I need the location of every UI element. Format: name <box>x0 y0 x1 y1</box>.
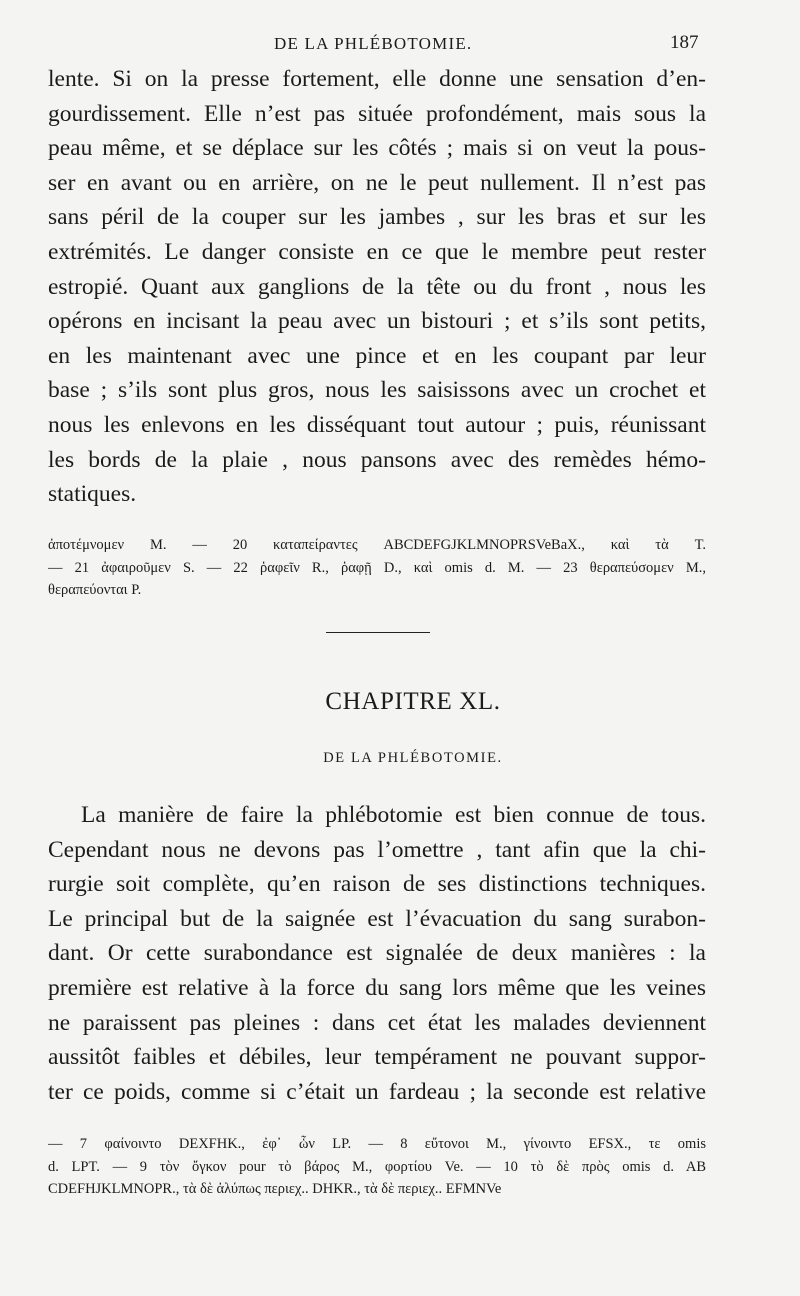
text-line: ne paraissent pas pleines : dans cet état les malades deviennent <box>48 1009 706 1036</box>
chapter-paragraph <box>48 798 706 1109</box>
text-line: sans péril de la couper sur les jambes , sur les bras et sur les <box>48 204 706 231</box>
running-head-title: DE LA PHLÉBOTOMIE. <box>274 34 473 53</box>
text-line: les bords de la plaie , nous pansons avec des remèdes hémo- <box>48 446 706 473</box>
footnote-line: — 7 φαίνοιντο DEXFHK., ἐφ᾽ ὧν LP. — 8 εὔτονοι M., γίνοιντο EFSX., τε omis <box>48 1136 706 1152</box>
text-line: Cependant nous ne devons pas l’omettre , tant afin que la chi- <box>48 836 706 863</box>
text-line: base ; s’ils sont plus gros, nous les saisissons avec un crochet et <box>48 377 706 404</box>
footnote-line: CDEFHJKLMNOPR., τὰ δὲ ἀλύπως περιεχ.. DHKR., τὰ δὲ περιεχ.. EFMNVe <box>48 1181 502 1197</box>
text-line: dant. Or cette surabondance est signalée de deux manières : la <box>48 940 706 967</box>
footnote-line: ἀποτέμνομεν M. — 20 καταπείραντες ABCDEFGJKLMNOPRSVeBaX., καὶ τὰ T. <box>48 537 706 553</box>
text-line: aussitôt faibles et débiles, leur tempérament ne pouvant suppor- <box>48 1044 706 1071</box>
text-line: lente. Si on la presse fortement, elle donne une sensation d’en- <box>48 66 706 92</box>
text-line: Le principal but de la saignée est l’évacuation du sang surabon- <box>48 905 706 932</box>
footnote-line: — 21 ἀφαιροῦμεν S. — 22 ῥαφεῖν R., ῥαφῇ D., καὶ omis d. M. — 23 θεραπεύσομεν M., <box>48 559 706 576</box>
text-line: ser en avant ou en arrière, on ne le peut nullement. Il n’est pas <box>48 169 706 196</box>
top-footnotes <box>48 534 706 602</box>
text-line: estropié. Quant aux ganglions de la tête ou du front , nous les <box>48 273 706 300</box>
running-head <box>0 30 800 60</box>
text-line: opérons en incisant la peau avec un bistouri ; et s’ils sont petits, <box>48 308 706 335</box>
text-line: rurgie soit complète, qu’en raison de ses distinctions techniques. <box>48 871 706 898</box>
page-number: 187 <box>670 32 699 53</box>
bottom-footnotes <box>48 1133 706 1201</box>
text-line: en les maintenant avec une pince et en les coupant par leur <box>48 342 706 369</box>
text-line: peau même, et se déplace sur les côtés ; mais si on veut la pous- <box>48 135 706 162</box>
footnote-line: d. LPT. — 9 τὸν ὄγκον pour τὸ βάρος M., φορτίου Ve. — 10 τὸ δὲ πρὸς omis d. AB <box>48 1158 706 1175</box>
chapter-title: CHAPITRE XL. <box>325 688 501 715</box>
footnote-line: θεραπεύονται P. <box>48 582 142 598</box>
text-line: première est relative à la force du sang lors même que les veines <box>48 974 706 1001</box>
text-line: La manière de faire la phlébotomie est bien connue de tous. <box>81 802 706 828</box>
section-divider <box>326 632 430 633</box>
text-line: nous les enlevons en les disséquant tout autour ; puis, réunissant <box>48 411 706 438</box>
chapter-subtitle: DE LA PHLÉBOTOMIE. <box>323 750 503 766</box>
text-line: extrémités. Le danger consiste en ce que le membre peut rester <box>48 238 706 265</box>
text-line: statiques. <box>48 481 137 508</box>
text-line: gourdissement. Elle n’est pas située profondément, mais sous la <box>48 100 706 127</box>
top-paragraph <box>48 62 706 512</box>
text-line: ter ce poids, comme si c’était un fardeau ; la seconde est relative <box>48 1078 706 1105</box>
